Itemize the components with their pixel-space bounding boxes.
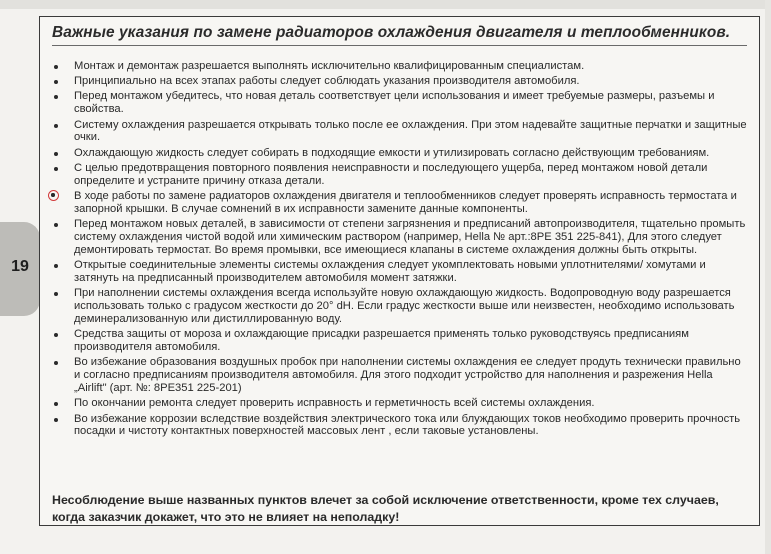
bullet-icon: [54, 402, 58, 406]
list-item: [48, 147, 748, 160]
list-item-text: Открытые соединительные элементы системы охлаждения следует укомплектовать новыми уплотнителями/ хомутами и затянуть на предписанный производителем автомобиля момент затяжки.: [74, 259, 706, 284]
list-item-text: Систему охлаждения разрешается открывать только после ее охлаждения. При этом надевайте защитные перчатки и защитные очки.: [74, 118, 747, 144]
list-item: [48, 162, 748, 188]
list-item-text: В ходе работы по замене радиаторов охлаждения двигателя и теплообменников следует проверять исправность термостата и запорной крышки. В случае сомнений в их исправности замените данные компоненты.: [74, 189, 737, 215]
list-item: [48, 287, 748, 326]
scan-edge-top: [0, 0, 771, 9]
list-item: [48, 190, 748, 216]
list-item-text: Принципиально на всех этапах работы следует соблюдать указания производителя автомобиля.: [74, 75, 580, 88]
list-item-text: При наполнении системы охлаждения всегда используйте новую охлаждающую жидкость. Водопроводную воду разрешается использовать только с градусом жесткости до 20° dH. Если градус жесткости выше или неизвестен, необходимо использовать деминерализованную или дистиллированную воду.: [74, 287, 735, 325]
list-item: [48, 90, 748, 116]
bullet-icon: [54, 95, 58, 99]
bullet-icon: [51, 193, 54, 196]
list-item-text: По окончании ремонта следует проверить исправность и герметичность всей системы охлаждения.: [74, 397, 595, 410]
bullet-icon: [54, 223, 58, 227]
liability-note: Несоблюдение выше названных пунктов влечет за собой исключение ответственности, кроме тех случаев, когда заказчик докажет, что это не влияет на неполадку!: [52, 493, 719, 524]
list-item: [48, 356, 748, 395]
bullet-icon: [54, 167, 58, 171]
list-item-text: Перед монтажом новых деталей, в зависимости от степени загрязнения и предписаний автопроизводителя, тщательно промыть систему охлаждения чистой водой или химическим раствором (например, Hella № арт.:8PE 351 225-841), Для этого следует демонтировать термостат. Во время промывки, все имеющиеся клапаны в системе охлаждения должны быть открыты.: [74, 218, 746, 256]
bullet-icon: [54, 292, 58, 296]
list-item: [48, 60, 748, 73]
list-item: [48, 413, 748, 439]
list-item: [48, 397, 748, 410]
list-item-text: Средства защиты от мороза и охлаждающие присадки разрешается применять только руководствуясь предписаниям производителя автомобиля.: [74, 328, 689, 354]
bullet-icon: [54, 264, 58, 268]
circled-bullet-icon: [48, 190, 59, 201]
list-item-text: С целью предотвращения повторного появления неисправности и последующего ущерба, перед монтажом новой детали определите и устраните причину отказа детали.: [74, 161, 708, 187]
instructions-list: [48, 60, 748, 441]
list-item-text: Перед монтажом убедитесь, что новая деталь соответствует цели использования и имеет требуемые размеры, разъемы и свойства.: [74, 90, 715, 116]
list-item: [48, 259, 748, 285]
list-item-text: Монтаж и демонтаж разрешается выполнять исключительно квалифицированным специалистам.: [74, 60, 585, 72]
list-item: [48, 119, 748, 145]
bullet-icon: [54, 418, 58, 422]
bullet-icon: [54, 65, 58, 69]
list-item-text: Во избежание образования воздушных пробок при наполнении системы охлаждения ее следует продуть технически правильно и согласно предписаниям производителя автомобиля. Для этого подходит устройство для наполнения и разрежения Hella „Airlift" (арт. №: 8PE351 225-201): [74, 356, 741, 395]
bullet-icon: [54, 361, 58, 365]
list-item: [48, 218, 748, 257]
list-item-text: Во избежание коррозии вследствие воздействия электрического тока или блуждающих токов необходимо проверить прочность посадки и чистоту контактных поверхностей массовых лент , если таковые установлены.: [74, 412, 741, 438]
page-number: 19: [11, 258, 29, 275]
list-item-text: Охлаждающую жидкость следует собирать в подходящие емкости и утилизировать согласно действующим требованиям.: [74, 146, 710, 159]
list-item: [48, 75, 748, 88]
list-item: [48, 328, 748, 354]
scan-edge-right: [765, 0, 771, 554]
page-title: Важные указания по замене радиаторов охлаждения двигателя и теплообменников.: [52, 24, 731, 41]
title-divider: [52, 45, 747, 46]
bullet-icon: [54, 124, 58, 128]
bullet-icon: [54, 333, 58, 337]
bullet-icon: [54, 152, 58, 156]
bullet-icon: [54, 80, 58, 84]
